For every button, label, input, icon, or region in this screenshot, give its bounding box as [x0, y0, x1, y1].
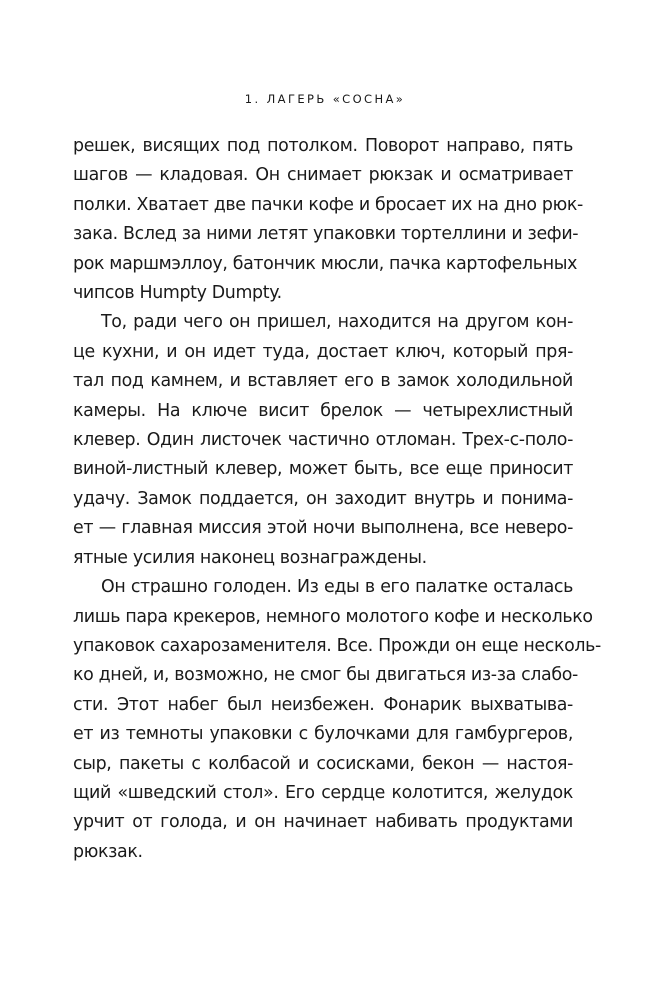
text-line: тал под камнем, и вставляет его в замок холодильной [73, 371, 573, 392]
text-line: рок маршмэллоу, батончик мюсли, пачка картофельных [73, 253, 578, 274]
body-text [73, 132, 601, 867]
text-line: ет из темноты упаковки с булочками для гамбургеров, [73, 724, 573, 745]
text-line: полки. Хватает две пачки кофе и бросает их на дно рюк- [73, 194, 583, 215]
text-line: лишь пара крекеров, немного молотого кофе и несколько [73, 606, 593, 627]
text-line: клевер. Один листочек частично отломан. Трех-с-поло- [73, 430, 573, 451]
text-line: рюкзак. [73, 841, 143, 862]
text-line: сти. Этот набег был неизбежен. Фонарик выхватыва- [73, 694, 573, 715]
text-line: урчит от голода, и он начинает набивать продуктами [73, 812, 573, 833]
paragraph [73, 573, 601, 867]
text-line: удачу. Замок поддается, он заходит внутрь и понима- [73, 488, 573, 509]
text-line: решек, висящих под потолком. Поворот направо, пять [73, 136, 573, 156]
running-head: 1. ЛАГЕРЬ «СОСНА» [244, 92, 406, 106]
text-line: зака. Вслед за ними летят упаковки тортеллини и зефи- [73, 224, 579, 245]
text-line: камеры. На ключе висит брелок — четырехлистный [73, 400, 573, 421]
text-line: То, ради чего он пришел, находится на другом кон- [101, 312, 573, 333]
text-line: ет — главная миссия этой ночи выполнена, все неверо- [73, 518, 573, 539]
text-line: ятные усилия наконец вознаграждены. [73, 547, 427, 568]
text-line: ко дней, и, возможно, не смог бы двигаться из-за слабо- [73, 665, 578, 686]
text-line: щий «шведский стол». Его сердце колотится, желудок [73, 782, 573, 803]
paragraph [73, 132, 583, 308]
text-line: шагов — кладовая. Он снимает рюкзак и осматривает [73, 165, 573, 186]
text-line: Он страшно голоден. Из еды в его палатке осталась [101, 577, 573, 598]
text-line: сыр, пакеты с колбасой и сосисками, бекон — настоя- [73, 753, 573, 774]
text-line: виной-листный клевер, может быть, все еще приносит [73, 459, 573, 480]
text-line: це кухни, и он идет туда, достает ключ, который пря- [73, 341, 573, 362]
paragraph [73, 308, 573, 573]
text-line: чипсов Humpty Dumpty. [73, 283, 282, 304]
text-line: упаковок сахарозаменителя. Все. Прожди он еще несколь- [73, 635, 601, 656]
